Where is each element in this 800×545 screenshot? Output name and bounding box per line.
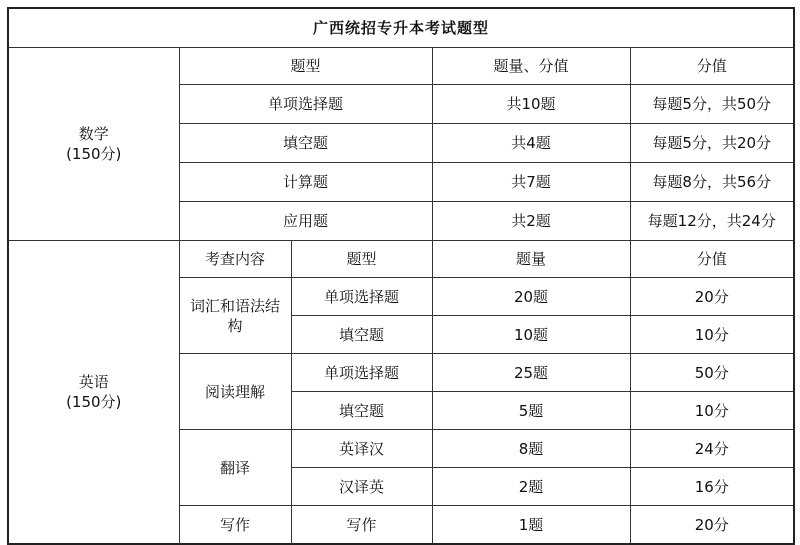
- content-cell: 词汇和语法结构: [179, 278, 291, 354]
- subject-cell-math: [8, 48, 179, 241]
- cell-type: 填空题: [291, 392, 432, 430]
- cell-points: 16分: [630, 468, 794, 506]
- content-cell: 翻译: [179, 430, 291, 506]
- header-content: 考查内容: [179, 241, 291, 278]
- cell-type: 单项选择题: [291, 354, 432, 392]
- cell-points: 10分: [630, 316, 794, 354]
- exam-types-table: [7, 7, 795, 545]
- header-type: 题型: [291, 241, 432, 278]
- cell-count: 1题: [432, 506, 630, 545]
- cell-count: 8题: [432, 430, 630, 468]
- cell-count: 10题: [432, 316, 630, 354]
- header-count-points: 题量、分值: [432, 48, 630, 85]
- header-type: 题型: [179, 48, 432, 85]
- cell-points: 20分: [630, 278, 794, 316]
- cell-count: 共2题: [432, 202, 630, 241]
- cell-type: 写作: [291, 506, 432, 545]
- subject-score: (150分): [66, 145, 122, 163]
- cell-count: 2题: [432, 468, 630, 506]
- cell-count: 共7题: [432, 163, 630, 202]
- header-points: 分值: [630, 241, 794, 278]
- cell-points: 每题5分，共50分: [630, 85, 794, 124]
- subject-cell-english: [8, 241, 179, 545]
- cell-points: 每题8分，共56分: [630, 163, 794, 202]
- cell-points: 20分: [630, 506, 794, 545]
- cell-points: 10分: [630, 392, 794, 430]
- content-cell: 写作: [179, 506, 291, 545]
- cell-count: 共10题: [432, 85, 630, 124]
- cell-count: 20题: [432, 278, 630, 316]
- cell-points: 每题5分，共20分: [630, 124, 794, 163]
- header-count: 题量: [432, 241, 630, 278]
- subject-name: 数学: [78, 125, 109, 143]
- content-cell: 阅读理解: [179, 354, 291, 430]
- cell-count: 5题: [432, 392, 630, 430]
- cell-points: 每题12分，共24分: [630, 202, 794, 241]
- cell-count: 共4题: [432, 124, 630, 163]
- subject-name: 英语: [78, 373, 109, 391]
- cell-type: 填空题: [291, 316, 432, 354]
- cell-type: 单项选择题: [179, 85, 432, 124]
- cell-type: 单项选择题: [291, 278, 432, 316]
- cell-type: 英译汉: [291, 430, 432, 468]
- cell-type: 填空题: [179, 124, 432, 163]
- header-points: 分值: [630, 48, 794, 85]
- cell-points: 50分: [630, 354, 794, 392]
- cell-count: 25题: [432, 354, 630, 392]
- cell-points: 24分: [630, 430, 794, 468]
- subject-score: (150分): [66, 393, 122, 411]
- cell-type: 计算题: [179, 163, 432, 202]
- cell-type: 汉译英: [291, 468, 432, 506]
- table-title: 广西统招专升本考试题型: [8, 8, 794, 48]
- cell-type: 应用题: [179, 202, 432, 241]
